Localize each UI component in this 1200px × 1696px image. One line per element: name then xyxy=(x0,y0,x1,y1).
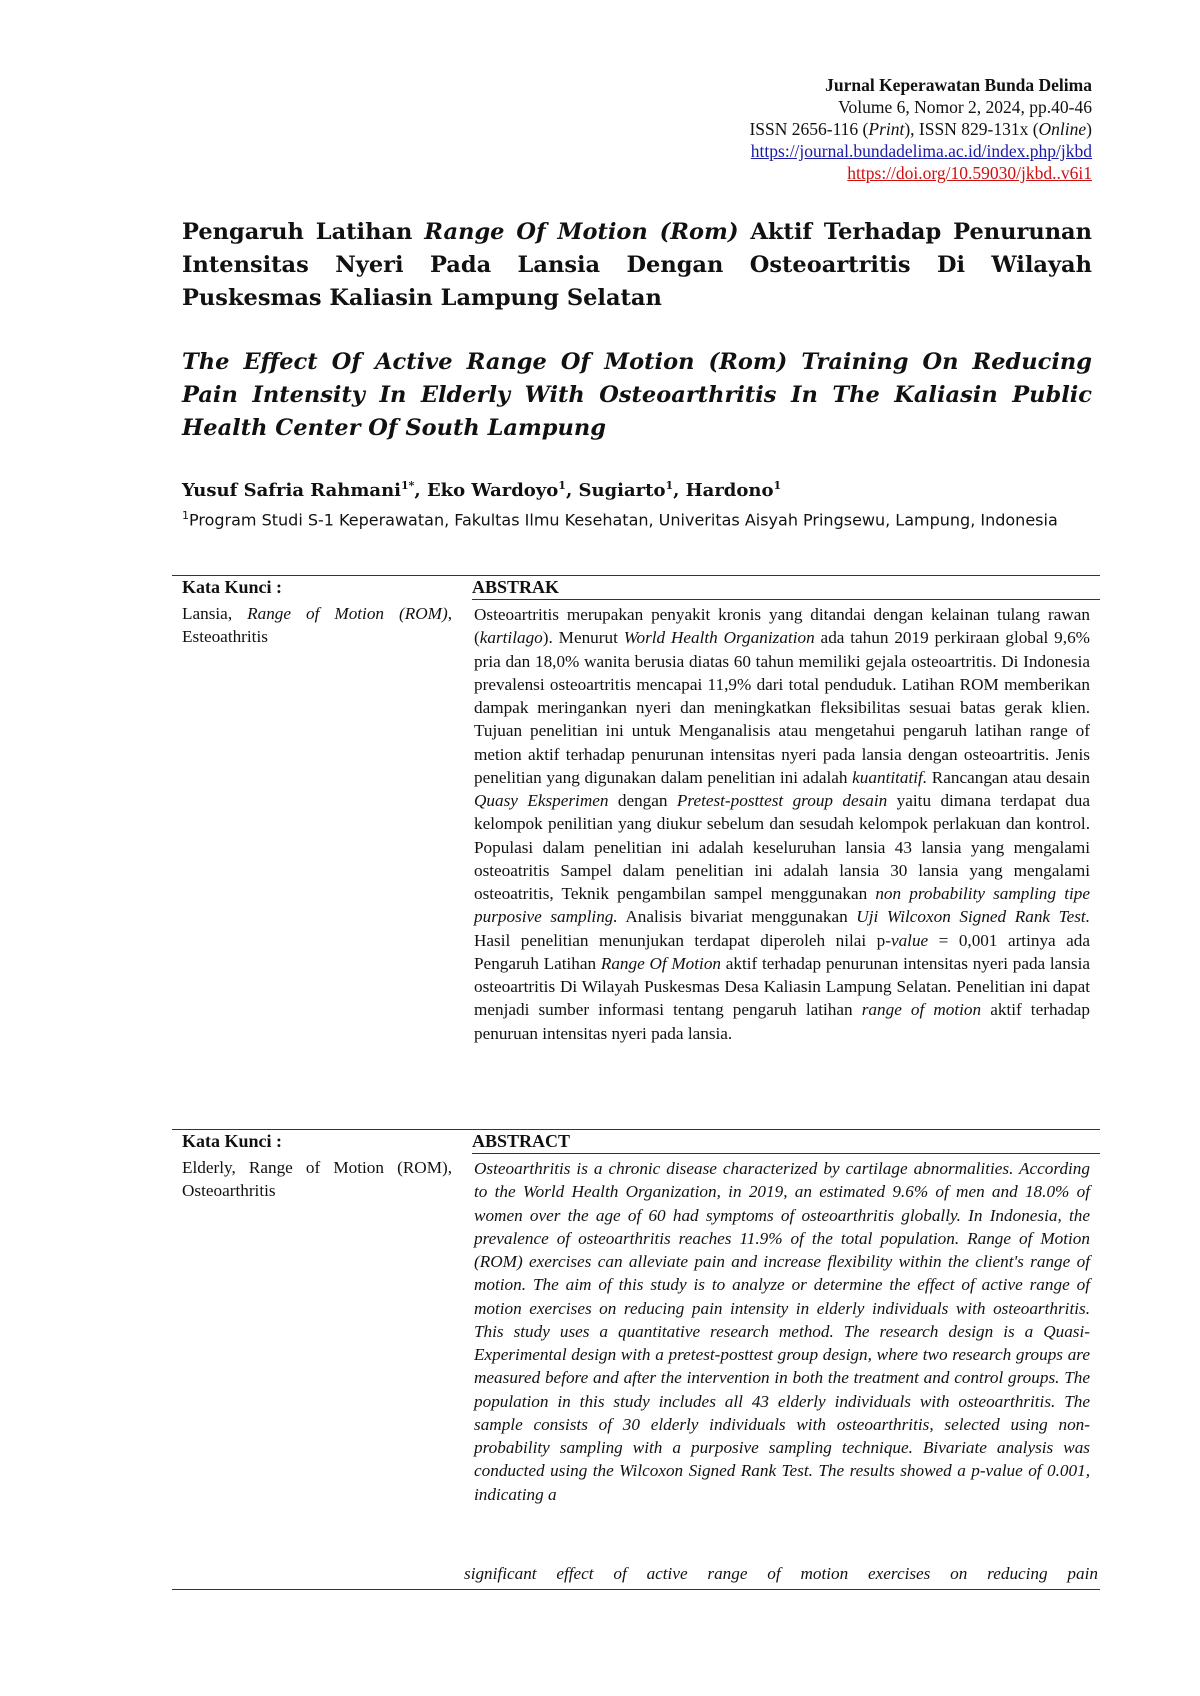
journal-url-link[interactable]: https://journal.bundadelima.ac.id/index.php/jkbd xyxy=(750,141,1092,161)
author-affiliation: $^1$Program Studi S-1 Keperawatan, Fakultas Ilmu Kesehatan, Univeritas Aisyah Pringsewu, Lampung, Indonesia xyxy=(182,509,1058,530)
keywords-label: Kata Kunci : xyxy=(182,577,283,597)
author-list: Yusuf Safria Rahmani$^{1*}$, Eko Wardoyo$^1$, Sugiarto$^1$, Hardono$^1$ xyxy=(182,479,782,501)
section-divider xyxy=(172,575,1100,576)
keywords-label: Kata Kunci : xyxy=(182,1131,283,1151)
journal-issn: ISSN 2656-116 (Print), ISSN 829-131x (Online) xyxy=(749,119,1092,139)
title-indonesian: Pengaruh Latihan Range Of Motion (Rom) Aktif Terhadap Penurunan Intensitas Nyeri Pada Lansia Dengan Osteoartritis Di Wilayah Puskesmas Kaliasin Lampung Selatan xyxy=(182,219,1092,311)
keywords-english: Elderly, Range of Motion (ROM), Osteoarthritis xyxy=(182,1158,452,1201)
abstract-continuation: significant effect of active range of motion exercises on reducing pain xyxy=(464,1564,1098,1583)
abstrak-heading: ABSTRAK xyxy=(472,577,1100,600)
journal-header xyxy=(392,74,1092,184)
abstract-heading: ABSTRACT xyxy=(472,1131,1100,1154)
section-divider xyxy=(172,1129,1100,1130)
abstrak-body: Osteoartritis merupakan penyakit kronis yang ditandai dengan kelainan tulang rawan (kartilago). Menurut World Health Organization ada tahun 2019 perkiraan global 9,6% pria dan 18,0% wanita berusia diatas 60 tahun memiliki gejala osteoartritis. Di Indonesia prevalensi osteoartritis mencapai 11,9% dari total penduduk. Latihan ROM memberikan dampak meringankan nyeri dan meningkatkan fleksibilitas sesuai batas gerak klien. Tujuan penelitian ini untuk Menganalisis atau mengetahui pengaruh latihan range of metion aktif terhadap penurunan intensitas nyeri pada lansia dengan osteoartritis. Jenis penelitian yang digunakan dalam penelitian ini adalah kuantitatif. Rancangan atau desain Quasy Eksperimen dengan Pretest-posttest group desain yaitu dimana terdapat dua kelompok penilitian yang diukur sebelum dan sesudah kelompok perlakuan dan kontrol. Populasi dalam penelitian ini adalah keseluruhan lansia 43 lansia yang mengalami osteoatritis Sampel dalam penelitian ini adalah lansia 30 lansia yang mengalami osteoatritis, Teknik pengambilan sampel menggunakan non probability sampling tipe purposive sampling. Analisis bivariat menggunakan Uji Wilcoxon Signed Rank Test. Hasil penelitian menunjukan terdapat diperoleh nilai p-value = 0,001 artinya ada Pengaruh Latihan Range Of Motion aktif terhadap penurunan intensitas nyeri pada lansia osteoartritis Di Wilayah Puskesmas Desa Kaliasin Lampung Selatan. Penelitian ini dapat menjadi sumber informasi tentang pengaruh latihan range of motion aktif terhadap penuruan intensitas nyeri pada lansia. xyxy=(474,605,1091,1043)
journal-volume: Volume 6, Nomor 2, 2024, pp.40-46 xyxy=(838,97,1092,117)
journal-name: Jurnal Keperawatan Bunda Delima xyxy=(825,75,1092,95)
title-english: The Effect Of Active Range Of Motion (Rom) Training On Reducing Pain Intensity In Elderly With Osteoarthritis In The Kaliasin Public Health Center Of South Lampung xyxy=(182,349,1092,441)
abstract-body: Osteoarthritis is a chronic disease characterized by cartilage abnormalities. According to the World Health Organization, in 2019, an estimated 9.6% of men and 18.0% of women over the age of 60 had symptoms of osteoarthritis globally. In Indonesia, the prevalence of osteoarthritis reaches 11.9% of the total population. Range of Motion (ROM) exercises can alleviate pain and increase flexibility within the client's range of motion. The aim of this study is to analyze or determine the effect of active range of motion exercises on reducing pain intensity in elderly individuals with osteoarthritis. This study uses a quantitative research method. The research design is a Quasi-Experimental design with a pretest-posttest group design, where two research groups are measured before and after the intervention in both the treatment and control groups. The population in this study includes all 43 elderly individuals with osteoarthritis. The sample consists of 30 elderly individuals with osteoarthritis, selected using non-probability sampling with a purposive sampling technique. Bivariate analysis was conducted using the Wilcoxon Signed Rank Test. The results showed a p-value of 0.001, indicating a xyxy=(474,1159,1090,1504)
keywords-indonesian: Lansia, Range of Motion (ROM), Esteoathritis xyxy=(182,604,452,647)
section-divider xyxy=(172,1589,1100,1590)
doi-link[interactable]: https://doi.org/10.59030/jkbd..v6i1 xyxy=(847,163,1092,183)
